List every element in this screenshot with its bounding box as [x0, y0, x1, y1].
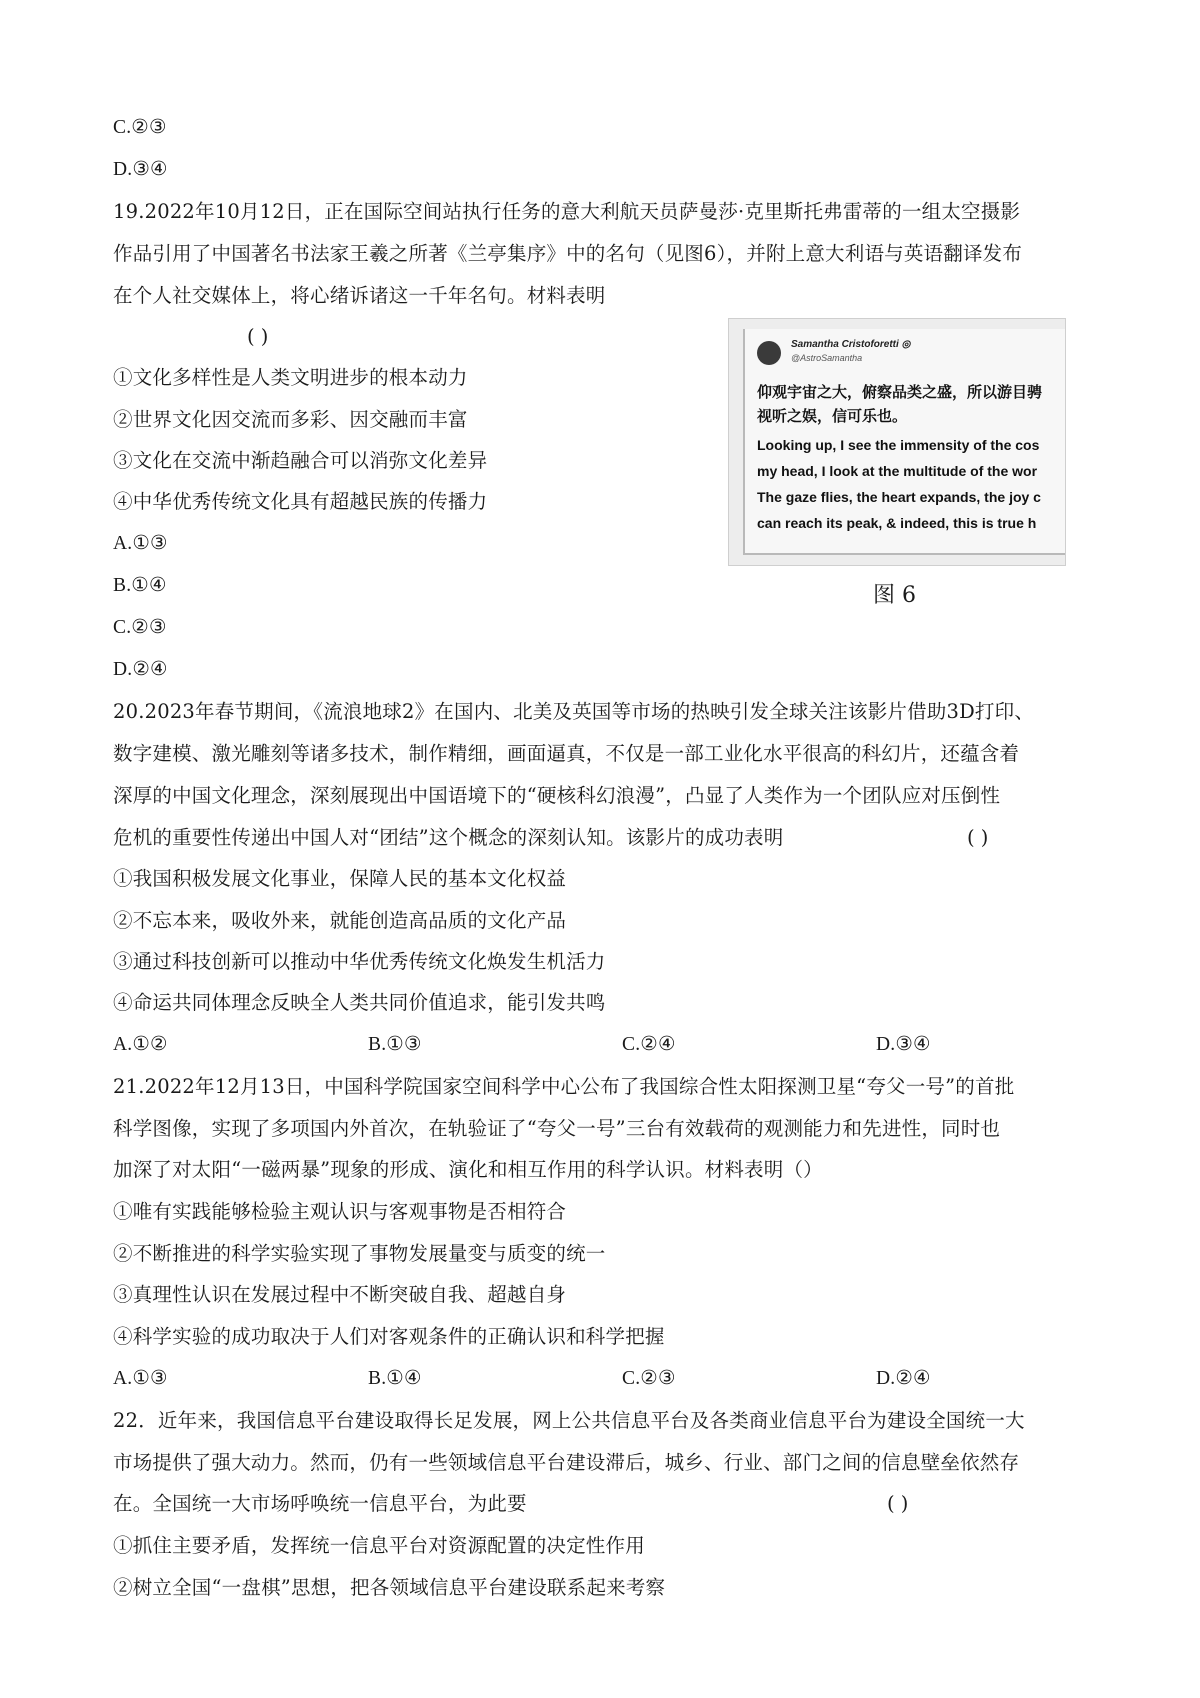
question-22-stem-line1: 22．近年来，我国信息平台建设取得长足发展，网上公共信息平台及各类商业信息平台为建设全国统一大 [113, 1409, 1025, 1432]
option-a: A.①③ [113, 1368, 168, 1389]
statement-2: ②不忘本来，吸收外来，就能创造高品质的文化产品 [113, 909, 567, 932]
option-b: B.①③ [368, 1034, 422, 1055]
statement-2: ②世界文化因交流而多彩、因交融而丰富 [113, 408, 468, 431]
question-19-stem-line2: 作品引用了中国著名书法家王羲之所著《兰亭集序》中的名句（见图6），并附上意大利语与英语翻译发布 [113, 242, 1023, 265]
answer-blank: ( ) [887, 1492, 909, 1515]
statement-1: ①我国积极发展文化事业，保障人民的基本文化权益 [113, 867, 567, 890]
statement-1: ①唯有实践能够检验主观认识与客观事物是否相符合 [113, 1200, 567, 1223]
answer-blank: ( ) [967, 826, 989, 849]
tweet-author-name: Samantha Cristoforetti ◎ [791, 339, 911, 350]
statement-4: ④科学实验的成功取决于人们对客观条件的正确认识和科学把握 [113, 1325, 665, 1348]
option-d: D.②④ [876, 1368, 931, 1389]
tweet-english-line2: my head, I look at the multitude of the wor [757, 463, 1038, 479]
statement-1: ①抓住主要矛盾，发挥统一信息平台对资源配置的决定性作用 [113, 1534, 645, 1557]
avatar [757, 341, 781, 365]
question-21-stem-line3: 加深了对太阳“一磁两暴”现象的形成、演化和相互作用的科学认识。材料表明（） [113, 1158, 823, 1181]
tweet-english-line4: can reach its peak, & indeed, this is true h [757, 515, 1037, 531]
tweet-english-line3: The gaze flies, the heart expands, the joy c [757, 489, 1041, 505]
question-21-stem-line1: 21.2022年12月13日，中国科学院国家空间科学中心公布了我国综合性太阳探测卫星“夸父一号”的首批 [113, 1075, 1015, 1098]
option-b: B.①④ [113, 575, 167, 596]
question-19-stem-line3: 在个人社交媒体上，将心绪诉诸这一千年名句。材料表明 [113, 284, 606, 307]
option-a: A.①③ [113, 533, 168, 554]
statement-2: ②树立全国“一盘棋”思想，把各领域信息平台建设联系起来考察 [113, 1576, 666, 1599]
figure-caption: 图 6 [873, 583, 916, 608]
option-c: C.②④ [622, 1034, 676, 1055]
option-d: D.②④ [113, 659, 168, 680]
statement-2: ②不断推进的科学实验实现了事物发展量变与质变的统一 [113, 1242, 606, 1265]
option-c: C.②③ [113, 617, 167, 638]
option-c: C.②③ [113, 117, 167, 138]
tweet-chinese-line1: 仰观宇宙之大，俯察品类之盛，所以游目骋 [757, 383, 1043, 401]
question-20-stem-line1: 20.2023年春节期间，《流浪地球2》在国内、北美及英国等市场的热映引发全球关注该影片借助3D打印、 [113, 700, 1035, 723]
statement-1: ①文化多样性是人类文明进步的根本动力 [113, 366, 468, 389]
tweet-english-line1: Looking up, I see the immensity of the cos [757, 437, 1040, 453]
answer-blank: ( ) [247, 325, 269, 348]
tweet-chinese-line2: 视听之娱，信可乐也。 [757, 407, 908, 425]
question-20-stem-line3: 深厚的中国文化理念，深刻展现出中国语境下的“硬核科幻浪漫”，凸显了人类作为一个团队应对压倒性 [113, 784, 1001, 807]
statement-4: ④命运共同体理念反映全人类共同价值追求，能引发共鸣 [113, 991, 606, 1014]
figure-6-tweet-photo [728, 318, 1066, 566]
statement-4: ④中华优秀传统文化具有超越民族的传播力 [113, 490, 488, 513]
option-d: D.③④ [876, 1034, 931, 1055]
option-d: D.③④ [113, 159, 168, 180]
option-b: B.①④ [368, 1368, 422, 1389]
option-c: C.②③ [622, 1368, 676, 1389]
question-20-stem-line4: 危机的重要性传递出中国人对“团结”这个概念的深刻认知。该影片的成功表明 [113, 826, 784, 849]
statement-3: ③真理性认识在发展过程中不断突破自我、超越自身 [113, 1283, 567, 1306]
question-20-stem-line2: 数字建模、激光雕刻等诸多技术，制作精细，画面逼真，不仅是一部工业化水平很高的科幻片，还蕴含着 [113, 742, 1020, 765]
question-22-stem-line2: 市场提供了强大动力。然而，仍有一些领域信息平台建设滞后，城乡、行业、部门之间的信息壁垒依然存 [113, 1451, 1020, 1474]
question-19-stem-line1: 19.2022年10月12日，正在国际空间站执行任务的意大利航天员萨曼莎·克里斯托弗雷蒂的一组太空摄影 [113, 200, 1021, 223]
statement-3: ③文化在交流中渐趋融合可以消弥文化差异 [113, 449, 488, 472]
tweet-card [743, 329, 1066, 555]
question-22-stem-line3: 在。全国统一大市场呼唤统一信息平台，为此要 [113, 1492, 527, 1515]
statement-3: ③通过科技创新可以推动中华优秀传统文化焕发生机活力 [113, 950, 606, 973]
option-a: A.①② [113, 1034, 168, 1055]
tweet-author-handle: @AstroSamantha [791, 353, 863, 363]
question-21-stem-line2: 科学图像，实现了多项国内外首次，在轨验证了“夸父一号”三台有效载荷的观测能力和先进性，同时也 [113, 1117, 1001, 1140]
